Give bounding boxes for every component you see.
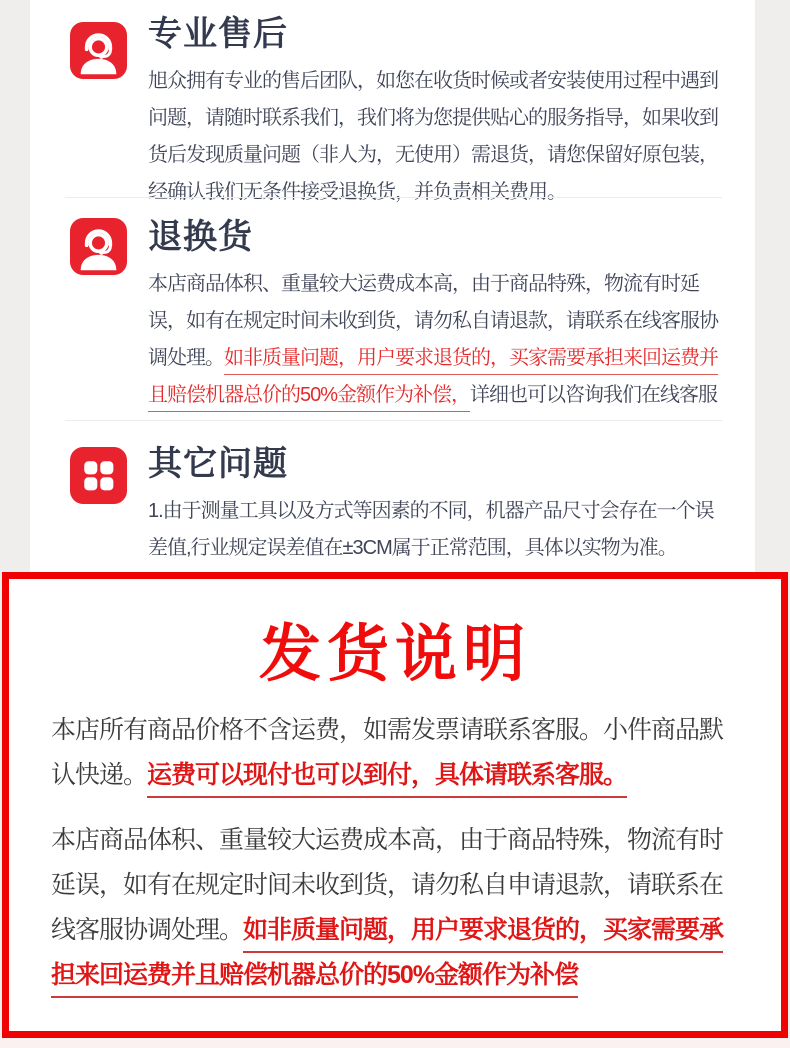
text-segment: 详细也可以咨询我们在线客服 — [470, 383, 718, 406]
grid-icon — [70, 447, 127, 504]
section-returns — [30, 197, 755, 420]
text-segment: 本店商品体积、重量较大运费成本高，由于商品特殊，物流有时延误，如有在规定时间未收到货，请勿私自申请退款，请联系在线客服协调处理。 — [51, 826, 724, 945]
section-title: 退换货 — [148, 218, 253, 256]
shipping-notice-title: 发货说明 — [258, 620, 531, 689]
red-underlined-text: 如非质量问题，用户要求退货的，买家需要承担来回运费并且赔偿机器总价的50%金额作为补偿， — [148, 347, 718, 412]
red-underlined-text: 如非质量问题，用户要求退货的，买家需要承担来回运费并且赔偿机器总价的50%金额作为补偿 — [51, 916, 723, 998]
service-info-card — [30, 0, 755, 572]
customer-service-headset-icon — [70, 22, 127, 79]
red-underlined-text: 运费可以现付也可以到付，具体请联系客服。 — [147, 761, 627, 798]
shipping-notice-paragraph — [9, 708, 781, 798]
section-body-text — [148, 493, 723, 567]
section-body-text — [148, 266, 723, 414]
section-title: 专业售后 — [148, 15, 288, 53]
section-body-text — [148, 63, 723, 211]
section-title: 其它问题 — [148, 445, 288, 483]
bottom-strip — [0, 1038, 790, 1048]
text-segment: 本店所有商品价格不含运费，如需发票请联系客服。小件商品默认快递。 — [51, 716, 724, 790]
shipping-notice-paragraph — [9, 818, 781, 998]
section-after-sales — [30, 0, 755, 203]
shipping-notice-box — [2, 572, 788, 1038]
section-other-issues — [30, 420, 755, 572]
customer-service-headset-icon — [70, 218, 127, 275]
text-segment: 1.由于测量工具以及方式等因素的不同，机器产品尺寸会存在一个误差值,行业规定误差值在±3CM属于正常范围，具体以实物为准。 — [148, 499, 714, 559]
text-segment: 旭众拥有专业的售后团队，如您在收货时候或者安装使用过程中遇到问题，请随时联系我们，我们将为您提供贴心的服务指导，如果收到货后发现质量问题（非人为，无使用）需退货，请您保留好原包装，经确认我们无条件接受退换货，并负责相关费用。 — [148, 69, 718, 203]
text-segment: 本店商品体积、重量较大运费成本高，由于商品特殊，物流有时延误，如有在规定时间未收到货，请勿私自请退款，请联系在线客服协调处理。 — [148, 272, 718, 369]
